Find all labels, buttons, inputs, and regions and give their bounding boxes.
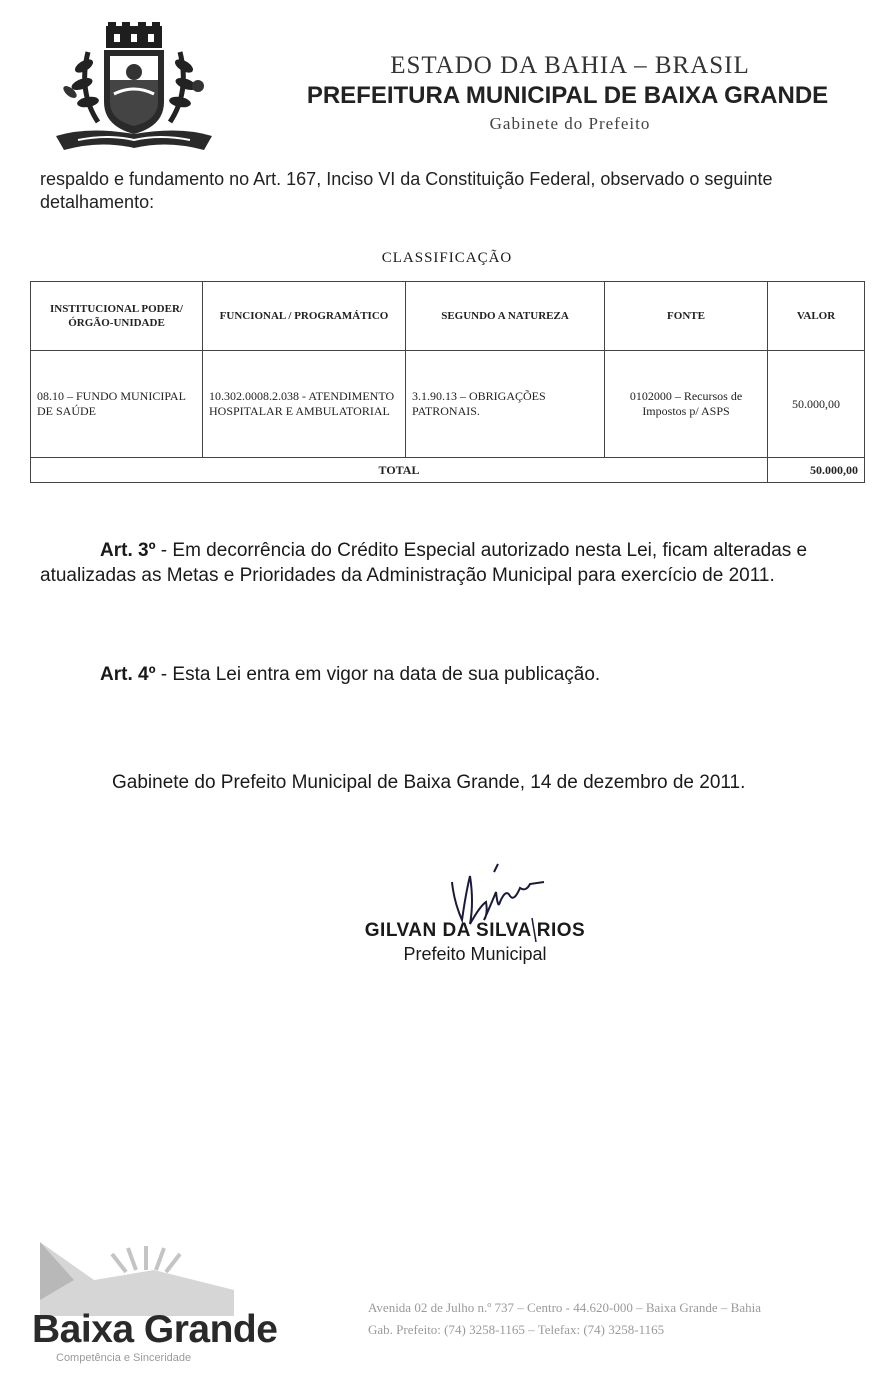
- cell-institucional: 08.10 – FUNDO MUNICIPAL DE SAÚDE: [31, 351, 203, 458]
- total-value: 50.000,00: [768, 458, 865, 483]
- article-3-label: Art. 3º: [100, 540, 156, 561]
- table-header-row: [31, 282, 865, 351]
- cell-valor: 50.000,00: [768, 351, 865, 458]
- municipal-crest-icon: [48, 22, 220, 156]
- cell-funcional: 10.302.0008.2.038 - ATENDIMENTO HOSPITALAR E AMBULATORIAL: [203, 351, 406, 458]
- footer-tagline: Competência e Sinceridade: [56, 1352, 192, 1364]
- state-heading: ESTADO DA BAHIA – BRASIL: [390, 52, 750, 79]
- header-natureza: SEGUNDO A NATUREZA: [406, 282, 605, 351]
- article-3-text: - Em decorrência do Crédito Especial autorizado nesta Lei, ficam alteradas e atualizadas as Metas e Prioridades da Administração Municipal para exercício de 2011.: [40, 540, 808, 586]
- classification-title: CLASSIFICAÇÃO: [381, 250, 513, 266]
- header-fonte: FONTE: [605, 282, 768, 351]
- article-4-label: Art. 4º: [100, 664, 156, 685]
- footer-brand: Baixa Grande: [32, 1308, 278, 1351]
- cell-fonte: 0102000 – Recursos de Impostos p/ ASPS: [605, 351, 768, 458]
- table-total-row: [31, 458, 865, 483]
- article-4-text: - Esta Lei entra em vigor na data de sua publicação.: [155, 664, 601, 685]
- footer-phones: Gab. Prefeito: (74) 3258-1165 – Telefax: (74) 3258-1165: [368, 1322, 665, 1337]
- article-4: [100, 662, 860, 687]
- cell-natureza: 3.1.90.13 – OBRIGAÇÕES PATRONAIS.: [406, 351, 605, 458]
- footer-address: Avenida 02 de Julho n.º 737 – Centro - 44.620-000 – Baixa Grande – Bahia: [368, 1300, 761, 1315]
- header-valor: VALOR: [768, 282, 865, 351]
- prefecture-heading: PREFEITURA MUNICIPAL DE BAIXA GRANDE: [306, 82, 829, 109]
- classification-table: [30, 281, 865, 483]
- header-institucional: INSTITUCIONAL PODER/ÓRGÃO-UNIDADE: [31, 282, 203, 351]
- dateline: Gabinete do Prefeito Municipal de Baixa Grande, 14 de dezembro de 2011.: [112, 772, 746, 793]
- city-logo-icon: [34, 1240, 244, 1316]
- article-3: [40, 538, 852, 588]
- office-heading: Gabinete do Prefeito: [489, 114, 651, 133]
- signer-role: Prefeito Municipal: [403, 944, 547, 964]
- table-row: [31, 351, 865, 458]
- signer-name: GILVAN DA SILVA RIOS: [364, 920, 586, 941]
- total-label: TOTAL: [31, 458, 768, 483]
- header-funcional: FUNCIONAL / PROGRAMÁTICO: [203, 282, 406, 351]
- intro-paragraph: respaldo e fundamento no Art. 167, Inciso VI da Constituição Federal, observado o seguinte detalhamento:: [40, 169, 773, 212]
